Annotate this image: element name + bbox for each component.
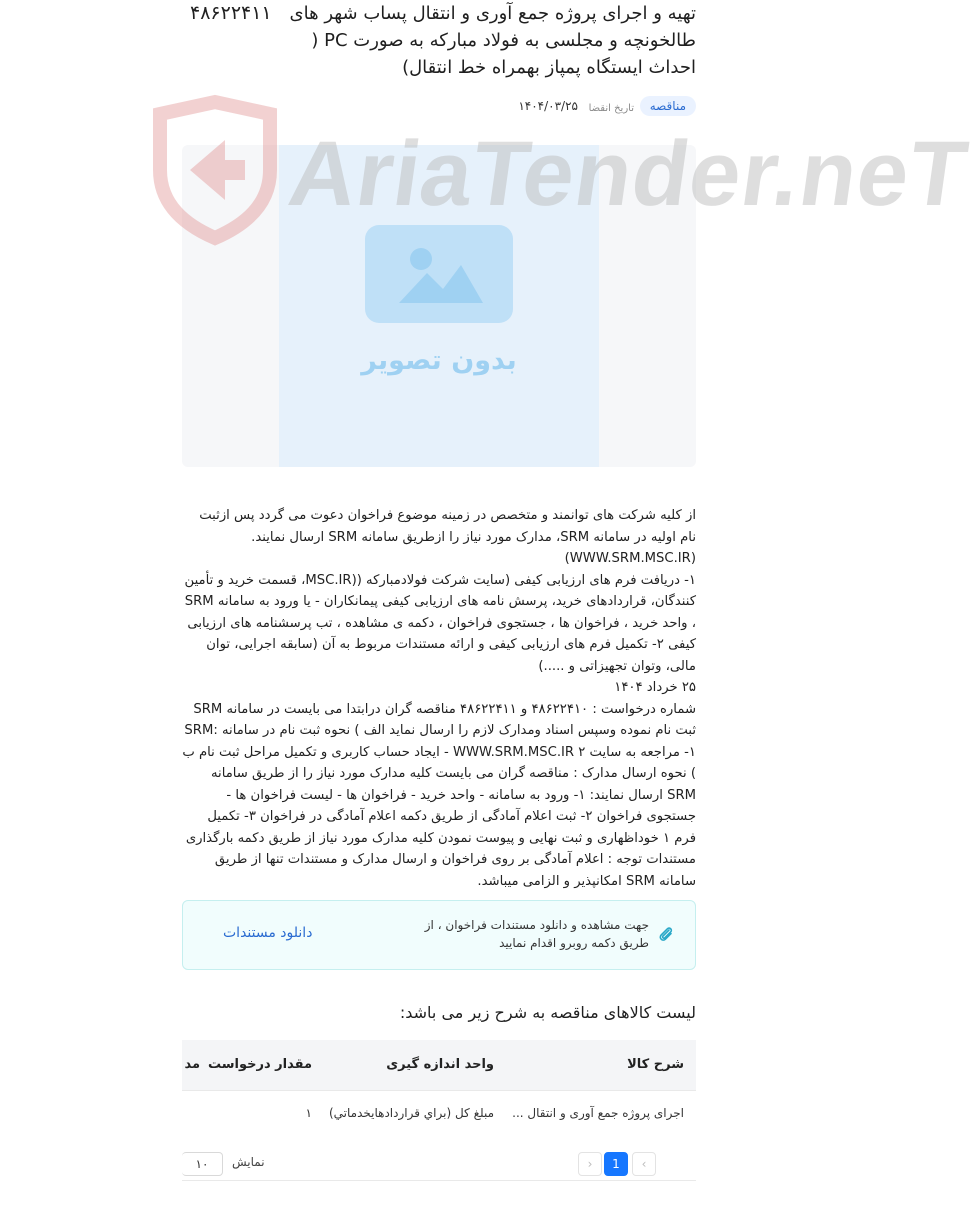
description-paragraph: از کلیه شرکت های توانمند و متخصص در زمینه موضوع فراخوان دعوت می گردد پس ازثبت نام اولیه در سامانه SRM، مدارک مورد نیاز را ازطریق سامانه SRM ارسال نمایند. (WWW.SRM.MSC.IR): [199, 508, 696, 566]
title-row: [182, 0, 696, 84]
documents-box: [182, 900, 696, 970]
items-table: [182, 1040, 696, 1190]
pagination-page-button[interactable]: 1: [604, 1152, 628, 1176]
deadline-value: ۱۴۰۴/۰۳/۲۵: [518, 99, 578, 113]
documents-hint: جهت مشاهده و دانلود مستندات فراخوان ، از طریق دکمه روبرو اقدام نمایید: [424, 918, 649, 950]
column-header-unit: واحد اندازه گیری: [322, 1040, 502, 1090]
tender-id: ۴۸۶۲۲۴۱۱: [190, 2, 272, 24]
table-footer-divider: [182, 1180, 696, 1181]
image-icon: [365, 225, 513, 323]
page-title: تهیه و اجرای پروژه جمع آوری و انتقال پساب شهر های طالخونچه و مجلسی به فولاد مبارکه به صورت PC ( احداث ایستگاه پمپاز بهمراه خط انتقال): [289, 3, 696, 78]
description-paragraph: ۱- دریافت فرم های ارزیابی کیفی (سایت شرکت فولادمبارکه ((MSC.IR، قسمت خرید و تأمین کنندگان، قراردادهای خرید، پرسش نامه های ارزیابی کیفی پیمانکاران - یا ورود به سامانه SRM ، واحد خرید ، فراخوان ها ، جستجوی فراخوان ، دکمه ی مشاهده ، تب پرسشنامه های ارزیابی کیفی ۲- تکمیل فرم های ارزیابی کیفی و ارائه مستندات مربوط به آن (سابقه اجرایی، توان مالی، وتوان تجهیزاتی و .....): [184, 572, 696, 674]
cell-unit: مبلغ کل (براي قراردادهايخدماتي): [328, 1106, 494, 1120]
pagination-next-button[interactable]: ‹: [632, 1152, 656, 1176]
download-documents-link[interactable]: دانلود مستندات: [223, 925, 313, 941]
row-divider: [182, 1090, 696, 1091]
cell-quantity: ۱: [305, 1106, 312, 1120]
tender-description: [182, 505, 696, 892]
deadline-label: تاریخ انقضا: [588, 103, 634, 114]
watermark-text: AriaTender.neT: [282, 123, 974, 225]
items-heading: لیست کالاهای مناقصه به شرح زیر می باشد:: [399, 1003, 696, 1022]
image-placeholder-panel: [279, 145, 599, 467]
pagination-prev-button[interactable]: ›: [578, 1152, 602, 1176]
cell-description: اجرای پروژه جمع آوری و انتقال ...: [512, 1106, 684, 1120]
tender-meta: [182, 96, 696, 122]
page-size-label: نمایش: [232, 1155, 265, 1169]
paperclip-icon: [657, 925, 675, 945]
page-size-select[interactable]: ۱۰: [182, 1152, 223, 1176]
column-header-quantity: مقدار درخواست: [200, 1040, 322, 1090]
column-header-description: شرح کالا: [502, 1040, 696, 1090]
no-image-text: بدون تصویر: [361, 345, 517, 376]
description-paragraph: ۲۵ خرداد ۱۴۰۴: [614, 680, 696, 695]
type-badge[interactable]: مناقصه: [640, 96, 696, 116]
column-header-truncated: مد: [182, 1040, 200, 1090]
image-placeholder: [182, 145, 696, 467]
description-paragraph: شماره درخواست : ۴۸۶۲۲۴۱۰ و ۴۸۶۲۲۴۱۱ مناقصه گران درابتدا می بایست در سامانه SRM ثبت نام نموده وسپس اسناد ومدارک لازم را ارسال نماید الف ) نحوه ثبت نام در سامانه SRM: ۱- مراجعه به سایت WWW.SRM.MSC.IR ۲ - ایجاد حساب کاربری و تکمیل مراحل ثبت نام ب ) نحوه ارسال مدارک : مناقصه گران می بایست کلیه مدارک مورد نیاز را از طریق سامانه SRM ارسال نمایند: ۱- ورود به سامانه - واحد خرید - فراخوان ها - لیست فراخوان ها - جستجوی فراخوان ۲- ثبت اعلام آمادگی از طریق دکمه اعلام آمادگی در فراخوان ۳- تکمیل فرم ۱ خوداظهاری و ثبت نهایی و پیوست نمودن کلیه مدارک مورد نیاز از طریق دکمه بارگذاری مستندات توجه : اعلام آمادگی بر روی فراخوان و ارسال مدارک و مستندات تنها از طریق سامانه SRM امکانپذیر و الزامی میباشد.: [182, 701, 696, 889]
